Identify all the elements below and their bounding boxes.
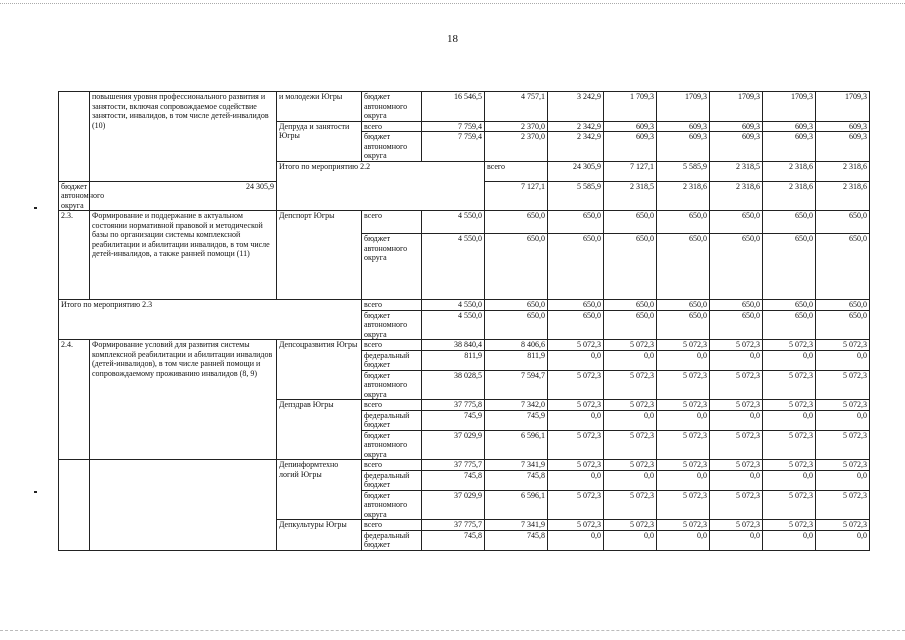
value-cell: 0,0	[657, 470, 710, 490]
value-cell: 5 072,3	[604, 520, 657, 531]
value-cell: 609,3	[657, 121, 710, 132]
value-cell: 38 840,4	[422, 340, 485, 351]
responsible-cell: и молодежи Югры	[277, 92, 362, 122]
value-cell: 650,0	[604, 300, 657, 311]
value-cell: 5 072,3	[604, 490, 657, 520]
source-cell: федеральный бюджет	[362, 350, 422, 370]
activity-cell: Формирование условий для развития системы комплексной реабилитации и абилитации инвалидов (детей-инвалидов), в том числе ранней помощи и сопровождаемому проживанию инвалидов (8, 9)	[90, 340, 277, 460]
value-cell: 37 775,7	[422, 460, 485, 471]
source-cell: федеральный бюджет	[362, 530, 422, 550]
source-cell: всего	[362, 211, 422, 234]
value-cell: 5 072,3	[548, 490, 604, 520]
value-cell: 38 028,5	[422, 370, 485, 400]
value-cell: 2 318,6	[710, 181, 763, 211]
total-label-cell: Итого по мероприятию 2.2	[277, 161, 485, 211]
value-cell: 650,0	[485, 310, 548, 340]
value-cell: 5 072,3	[816, 460, 870, 471]
value-cell: 3 242,9	[548, 92, 604, 122]
value-cell: 5 072,3	[763, 400, 816, 411]
value-cell: 5 072,3	[763, 430, 816, 460]
value-cell: 5 072,3	[710, 520, 763, 531]
value-cell: 745,8	[422, 530, 485, 550]
value-cell: 2 318,6	[763, 161, 816, 181]
value-cell: 0,0	[710, 530, 763, 550]
value-cell: 0,0	[604, 350, 657, 370]
value-cell: 650,0	[763, 234, 816, 300]
value-cell: 0,0	[604, 470, 657, 490]
value-cell: 37 775,7	[422, 520, 485, 531]
value-cell: 5 072,3	[710, 430, 763, 460]
value-cell: 7 759,4	[422, 132, 485, 162]
value-cell: 5 072,3	[604, 340, 657, 351]
row-number-cell: 2.3.	[59, 211, 90, 300]
source-cell: федеральный бюджет	[362, 470, 422, 490]
value-cell: 745,9	[422, 410, 485, 430]
value-cell: 5 072,3	[710, 370, 763, 400]
value-cell: 0,0	[710, 410, 763, 430]
value-cell: 609,3	[816, 121, 870, 132]
budget-table	[58, 91, 870, 551]
value-cell: 8 406,6	[485, 340, 548, 351]
row-number-cell: 2.4.	[59, 340, 90, 460]
value-cell: 5 072,3	[657, 340, 710, 351]
responsible-cell: Депкультуры Югры	[277, 520, 362, 551]
value-cell: 650,0	[710, 234, 763, 300]
source-cell: бюджет автономного округа	[59, 181, 90, 211]
value-cell: 5 072,3	[604, 370, 657, 400]
value-cell: 5 072,3	[816, 430, 870, 460]
source-cell: всего	[362, 300, 422, 311]
value-cell: 650,0	[548, 234, 604, 300]
value-cell: 5 585,9	[657, 161, 710, 181]
value-cell: 5 072,3	[548, 520, 604, 531]
value-cell: 745,8	[485, 530, 548, 550]
value-cell: 745,8	[485, 470, 548, 490]
value-cell: 5 072,3	[548, 430, 604, 460]
value-cell: 0,0	[548, 350, 604, 370]
value-cell: 609,3	[710, 132, 763, 162]
margin-mark	[34, 207, 37, 209]
responsible-cell: Депруда и занятости Югры	[277, 121, 362, 161]
source-cell: всего	[362, 340, 422, 351]
value-cell: 5 585,9	[548, 181, 604, 211]
value-cell: 5 072,3	[763, 460, 816, 471]
value-cell: 2 370,0	[485, 121, 548, 132]
value-cell: 0,0	[816, 530, 870, 550]
value-cell: 0,0	[657, 410, 710, 430]
value-cell: 609,3	[604, 132, 657, 162]
value-cell: 6 596,1	[485, 430, 548, 460]
value-cell: 5 072,3	[548, 340, 604, 351]
table-row	[59, 340, 870, 351]
value-cell: 650,0	[763, 211, 816, 234]
value-cell: 5 072,3	[604, 460, 657, 471]
value-cell: 0,0	[710, 470, 763, 490]
source-cell: бюджет автономного округа	[362, 92, 422, 122]
source-cell: всего	[362, 520, 422, 531]
activity-cell: повышения уровня профессионального развития и занятости, включая сопровождаемое содействие занятости, инвалидов, в том числе детей-инвалидов (10)	[90, 92, 277, 182]
value-cell: 5 072,3	[710, 400, 763, 411]
source-cell: всего	[485, 161, 548, 181]
value-cell: 0,0	[657, 530, 710, 550]
responsible-cell: Депспорт Югры	[277, 211, 362, 300]
value-cell: 1709,3	[816, 92, 870, 122]
row-number-cell	[59, 460, 90, 551]
value-cell: 2 318,5	[604, 181, 657, 211]
value-cell: 2 370,0	[485, 132, 548, 162]
value-cell: 650,0	[816, 211, 870, 234]
value-cell: 1709,3	[763, 92, 816, 122]
value-cell: 650,0	[657, 211, 710, 234]
value-cell: 2 318,6	[763, 181, 816, 211]
source-cell: всего	[362, 121, 422, 132]
value-cell: 5 072,3	[604, 400, 657, 411]
value-cell: 1709,3	[710, 92, 763, 122]
value-cell: 37 029,9	[422, 490, 485, 520]
source-cell: бюджет автономного округа	[362, 430, 422, 460]
value-cell: 0,0	[548, 470, 604, 490]
value-cell: 5 072,3	[763, 340, 816, 351]
value-cell: 650,0	[548, 211, 604, 234]
value-cell: 7 127,1	[604, 161, 657, 181]
value-cell: 5 072,3	[548, 400, 604, 411]
table-row	[59, 211, 870, 234]
value-cell: 5 072,3	[657, 400, 710, 411]
value-cell: 609,3	[657, 132, 710, 162]
value-cell: 811,9	[422, 350, 485, 370]
value-cell: 650,0	[763, 300, 816, 311]
value-cell: 2 318,6	[657, 181, 710, 211]
value-cell: 650,0	[816, 234, 870, 300]
value-cell: 6 596,1	[485, 490, 548, 520]
value-cell: 2 318,6	[816, 161, 870, 181]
source-cell: бюджет автономного округа	[362, 490, 422, 520]
table-row	[59, 460, 870, 471]
value-cell: 2 342,9	[548, 121, 604, 132]
value-cell: 650,0	[485, 300, 548, 311]
value-cell: 2 342,9	[548, 132, 604, 162]
value-cell: 0,0	[548, 410, 604, 430]
value-cell: 4 550,0	[422, 211, 485, 234]
value-cell: 0,0	[816, 350, 870, 370]
value-cell: 0,0	[548, 530, 604, 550]
value-cell: 609,3	[816, 132, 870, 162]
value-cell: 5 072,3	[657, 490, 710, 520]
value-cell: 5 072,3	[710, 340, 763, 351]
value-cell: 2 318,5	[710, 161, 763, 181]
value-cell: 24 305,9	[548, 161, 604, 181]
row-number-cell	[59, 92, 90, 182]
value-cell: 5 072,3	[710, 490, 763, 520]
value-cell: 1 709,3	[604, 92, 657, 122]
value-cell: 5 072,3	[657, 370, 710, 400]
value-cell: 650,0	[604, 234, 657, 300]
value-cell: 650,0	[604, 310, 657, 340]
value-cell: 0,0	[604, 410, 657, 430]
table-row	[59, 300, 870, 311]
value-cell: 609,3	[763, 121, 816, 132]
value-cell: 650,0	[710, 211, 763, 234]
source-cell: бюджет автономного округа	[362, 310, 422, 340]
value-cell: 650,0	[657, 234, 710, 300]
value-cell: 2 318,6	[816, 181, 870, 211]
value-cell: 650,0	[657, 300, 710, 311]
value-cell: 650,0	[548, 310, 604, 340]
value-cell: 16 546,5	[422, 92, 485, 122]
value-cell: 5 072,3	[548, 460, 604, 471]
value-cell: 650,0	[710, 300, 763, 311]
value-cell: 650,0	[485, 211, 548, 234]
value-cell: 4 550,0	[422, 234, 485, 300]
value-cell: 0,0	[816, 410, 870, 430]
value-cell: 650,0	[816, 300, 870, 311]
value-cell: 5 072,3	[816, 520, 870, 531]
value-cell: 650,0	[657, 310, 710, 340]
source-cell: всего	[362, 400, 422, 411]
source-cell: бюджет автономного округа	[362, 132, 422, 162]
value-cell: 0,0	[763, 470, 816, 490]
activity-cell	[90, 460, 277, 551]
value-cell: 37 775,8	[422, 400, 485, 411]
value-cell: 5 072,3	[763, 490, 816, 520]
value-cell: 37 029,9	[422, 430, 485, 460]
value-cell: 609,3	[763, 132, 816, 162]
value-cell: 7 342,0	[485, 400, 548, 411]
value-cell: 0,0	[604, 530, 657, 550]
page-number: 18	[447, 33, 458, 45]
responsible-cell: Депинформтехно логий Югры	[277, 460, 362, 520]
value-cell: 5 072,3	[816, 340, 870, 351]
bottom-scan-line	[0, 630, 905, 631]
value-cell: 5 072,3	[763, 520, 816, 531]
value-cell: 7 759,4	[422, 121, 485, 132]
value-cell: 0,0	[763, 410, 816, 430]
responsible-cell: Депздрав Югры	[277, 400, 362, 460]
source-cell: бюджет автономного округа	[362, 370, 422, 400]
value-cell: 5 072,3	[604, 430, 657, 460]
total-label-cell: Итого по мероприятию 2.3	[59, 300, 362, 340]
value-cell: 745,8	[422, 470, 485, 490]
value-cell: 811,9	[485, 350, 548, 370]
value-cell: 5 072,3	[816, 490, 870, 520]
source-cell: федеральный бюджет	[362, 410, 422, 430]
value-cell: 1709,3	[657, 92, 710, 122]
table-row	[59, 92, 870, 122]
activity-cell: Формирование и поддержание в актуальном состоянии нормативной правовой и методической базы по организации системы комплексной реабилитации и абилитации инвалидов, в том числе детей-инвалидов, а также ранней помощи (11)	[90, 211, 277, 300]
value-cell: 7 127,1	[485, 181, 548, 211]
value-cell: 4 550,0	[422, 310, 485, 340]
value-cell: 650,0	[485, 234, 548, 300]
value-cell: 0,0	[763, 530, 816, 550]
value-cell: 7 594,7	[485, 370, 548, 400]
value-cell: 650,0	[816, 310, 870, 340]
value-cell: 0,0	[763, 350, 816, 370]
value-cell: 5 072,3	[657, 520, 710, 531]
value-cell: 0,0	[816, 470, 870, 490]
value-cell: 0,0	[657, 350, 710, 370]
value-cell: 24 305,9	[90, 181, 277, 211]
top-scan-line	[0, 3, 905, 4]
value-cell: 5 072,3	[657, 430, 710, 460]
value-cell: 0,0	[710, 350, 763, 370]
value-cell: 650,0	[604, 211, 657, 234]
value-cell: 5 072,3	[657, 460, 710, 471]
value-cell: 650,0	[710, 310, 763, 340]
value-cell: 7 341,9	[485, 520, 548, 531]
value-cell: 5 072,3	[548, 370, 604, 400]
margin-mark	[34, 491, 37, 493]
source-cell: бюджет автономного округа	[362, 234, 422, 300]
value-cell: 5 072,3	[816, 400, 870, 411]
value-cell: 745,9	[485, 410, 548, 430]
value-cell: 7 341,9	[485, 460, 548, 471]
value-cell: 609,3	[604, 121, 657, 132]
value-cell: 5 072,3	[710, 460, 763, 471]
value-cell: 4 757,1	[485, 92, 548, 122]
value-cell: 609,3	[710, 121, 763, 132]
value-cell: 650,0	[763, 310, 816, 340]
value-cell: 5 072,3	[763, 370, 816, 400]
value-cell: 4 550,0	[422, 300, 485, 311]
value-cell: 5 072,3	[816, 370, 870, 400]
responsible-cell: Депсоцразвития Югры	[277, 340, 362, 400]
source-cell: всего	[362, 460, 422, 471]
value-cell: 650,0	[548, 300, 604, 311]
